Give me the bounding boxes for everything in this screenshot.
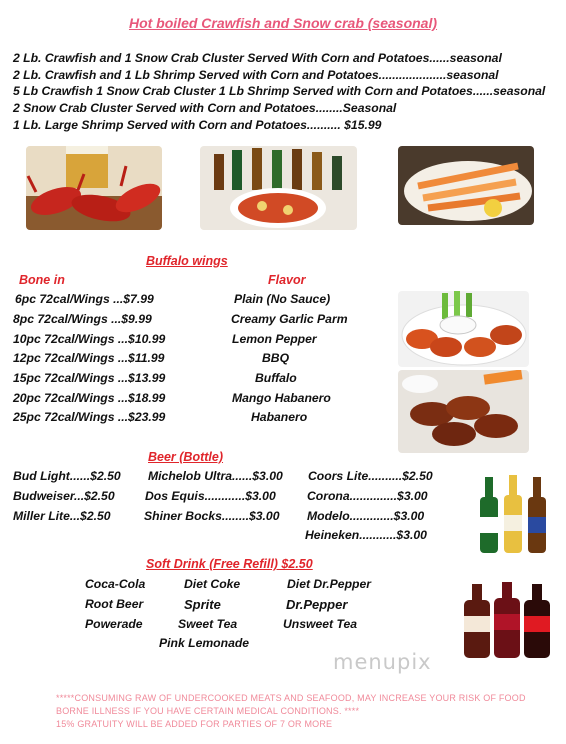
bone-in-label: Bone in [19, 273, 65, 287]
combo-item: 5 Lb Crawfish 1 Snow Crab Cluster 1 Lb Shrimp Served with Corn and Potatoes......seasonal [13, 84, 546, 98]
bbq-wings-photo [398, 370, 529, 453]
wing-size-item: 25pc 72cal/Wings ...$23.99 [13, 410, 166, 424]
wing-size-item: 12pc 72cal/Wings ...$11.99 [13, 351, 165, 365]
footer-gratuity: 15% GRATUITY WILL BE ADDED FOR PARTIES OF 7 OR MORE [56, 719, 333, 729]
soft-drink-item: Root Beer [85, 597, 144, 611]
wing-flavor-item: Habanero [251, 410, 308, 424]
soft-drink-heading: Soft Drink (Free Refill) $2.50 [146, 557, 313, 571]
combo-item: 1 Lb. Large Shrimp Served with Corn and Potatoes.......... $15.99 [13, 118, 382, 132]
beer-item: Heineken...........$3.00 [305, 528, 427, 542]
wing-flavor-item: Buffalo [255, 371, 297, 385]
wing-size-item: 8pc 72cal/Wings ...$9.99 [13, 312, 152, 326]
beer-item: Corona..............$3.00 [307, 489, 428, 503]
beer-item: Michelob Ultra......$3.00 [148, 469, 283, 483]
flavor-label: Flavor [268, 273, 306, 287]
wing-flavor-item: BBQ [262, 351, 290, 365]
soft-drink-item: Diet Dr.Pepper [287, 577, 371, 591]
combo-item: 2 Snow Crab Cluster Served with Corn and Potatoes........Seasonal [13, 101, 397, 115]
beer-heading: Beer (Bottle) [148, 450, 224, 464]
wings-photo [398, 291, 529, 367]
beer-item: Modelo.............$3.00 [307, 509, 425, 523]
combo-item: 2 Lb. Crawfish and 1 Snow Crab Cluster Served With Corn and Potatoes......seasonal [13, 51, 502, 65]
soft-drink-item: Coca-Cola [85, 577, 146, 591]
buffalo-wings-heading: Buffalo wings [146, 254, 228, 268]
crawfish-photo [26, 146, 162, 230]
beer-item: Miller Lite...$2.50 [13, 509, 111, 523]
soft-drink-item: Pink Lemonade [159, 636, 250, 650]
beer-item: Coors Lite..........$2.50 [308, 469, 433, 483]
soft-drink-item: Powerade [85, 617, 143, 631]
combo-item: 2 Lb. Crawfish and 1 Lb Shrimp Served with Corn and Potatoes....................seasonal [13, 68, 499, 82]
footer-warning: BORNE ILLNESS IF YOU HAVE CERTAIN MEDICAL CONDITIONS. **** [56, 706, 360, 716]
wing-flavor-item: Mango Habanero [232, 391, 331, 405]
soft-drink-item: Sprite [184, 597, 221, 612]
beer-bottles-photo [468, 471, 554, 555]
wing-size-item: 15pc 72cal/Wings ...$13.99 [13, 371, 166, 385]
soft-drink-item: Sweet Tea [178, 617, 238, 631]
beer-item: Shiner Bocks........$3.00 [144, 509, 280, 523]
beer-seafood-photo [200, 146, 357, 230]
beer-item: Budweiser...$2.50 [13, 489, 115, 503]
beer-item: Dos Equis............$3.00 [145, 489, 276, 503]
snow-crab-photo [398, 146, 534, 225]
soft-drink-item: Dr.Pepper [286, 597, 348, 612]
footer-warning: *****CONSUMING RAW OF UNDERCOOKED MEATS AND SEAFOOD, MAY INCREASE YOUR RISK OF FOOD [56, 693, 526, 703]
beer-item: Bud Light......$2.50 [13, 469, 121, 483]
wing-flavor-item: Plain (No Sauce) [234, 292, 331, 306]
menupix-watermark: menupix [333, 650, 432, 674]
soft-drink-item: Unsweet Tea [283, 617, 358, 631]
wing-flavor-item: Lemon Pepper [232, 332, 317, 346]
wing-size-item: 6pc 72cal/Wings ...$7.99 [15, 292, 154, 306]
soda-bottles-photo [460, 582, 555, 658]
menu-title: Hot boiled Crawfish and Snow crab (seasonal) [128, 15, 438, 31]
wing-size-item: 20pc 72cal/Wings ...$18.99 [13, 391, 166, 405]
soft-drink-item: Diet Coke [184, 577, 241, 591]
wing-flavor-item: Creamy Garlic Parm [231, 312, 348, 326]
wing-size-item: 10pc 72cal/Wings ...$10.99 [13, 332, 166, 346]
